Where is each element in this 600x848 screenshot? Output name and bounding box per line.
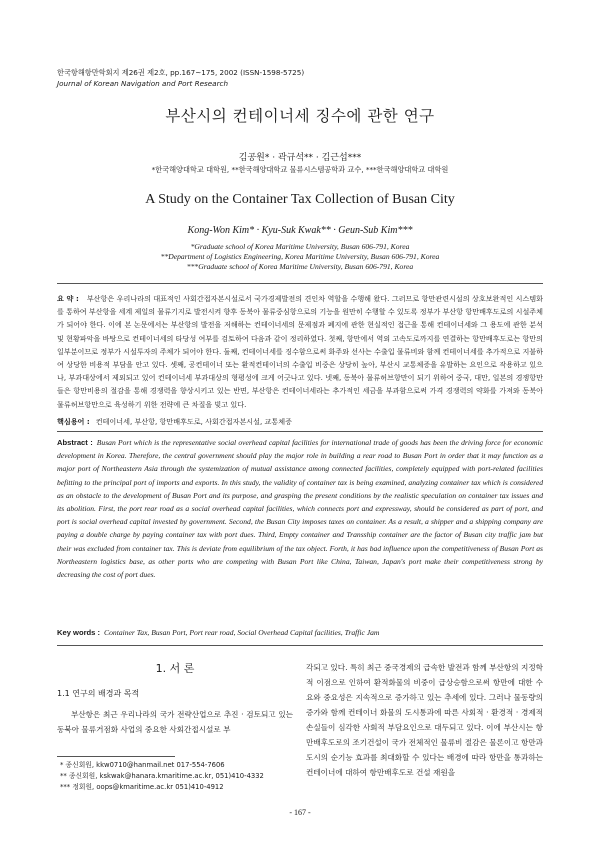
abstract-english — [57, 436, 543, 581]
footnote-line: *** 정회원, oops@kmaritime.ac.kr 051)410-4912 — [60, 783, 224, 791]
keywords-korean — [57, 417, 543, 427]
affiliation-line: ***Graduate school of Korea Maritime University, Busan 606-791, Korea — [186, 262, 414, 271]
journal-name-en: Journal of Korean Navigation and Port Research — [57, 78, 229, 88]
paper-title-korean: 부산시의 컨테이너세 징수에 관한 연구 — [165, 107, 435, 125]
authors-korean: 김공원* · 곽규석** · 김근섭*** — [238, 153, 362, 163]
divider-bottom — [57, 645, 543, 646]
footnotes — [60, 760, 264, 793]
journal-citation: 한국항해항만학회지 제26권 제2호, pp.167~175, 2002 (ISSN-1598-5725) — [57, 68, 305, 77]
page-number: - 167 - — [289, 808, 311, 817]
authors-english: Kong-Won Kim* · Kyu-Suk Kwak** · Geun-Sub Kim*** — [187, 225, 413, 236]
footnote-line: * 종신회원, kkw0710@hanmail.net 017-554-7606 — [60, 761, 225, 769]
keywords-english — [57, 628, 543, 637]
abstract-english-text: Busan Port which is the representative social overhead capital facilities for international trade of goods has been the driving force for economic development in Korea. Therefore, the central government should play the major role in building a rear road to Busan Port in order that it may function as a major port of Northeastern Asia through the systemization of mutual assistance among connected facilities, completely equipped with port-related facilities befitting to the principal port of imports and exports. In this study, the validity of container tax is being examined, analyzing container tax which is considered as an obstacle to the development of Busan Port and its purpose, and grasping the present conditions by the realistic speculation on container tax issues and its abolition. First, the port rear road as a social overhead capital facilities, which connects port and expressway, should be considered as part of port, and port is social overhead capital invested by government. Second, the Busan City imposes taxes on container. As a result, a shipper and a shipping company are paying a double charge by paying container tax with port dues. Third, Empty container and Transship container are the factor of Busan city traffic jam but their was excluded from container tax. This is deviate from equilibrium of the tax object. Forth, it has bad influence upon the competitiveness of Busan Port as Northeastern logistics base, as other ports who are competing with Busan Port like China, Taiwan, Japan's port make their competitiveness strong by decreasing the cost of port dues. — [57, 438, 543, 580]
body-text-left-column: 부산항은 최근 우리나라의 국가 전략산업으로 추진 · 검토되고 있는 동북아 물류거점화 사업의 중요한 사회간접시설로 부 — [57, 710, 293, 734]
paper-title-english: A Study on the Container Tax Collection of Busan City — [145, 192, 455, 207]
keywords-english-text: Container Tax, Busan Port, Port rear road, Social Overhead Capital facilities, Traffic Jam — [104, 628, 380, 637]
journal-header — [57, 68, 304, 89]
affiliation-line: *Graduate school of Korea Maritime University, Busan 606-791, Korea — [190, 242, 410, 251]
keywords-korean-text: 컨테이너세, 부산항, 항만배후도로, 사회간접자본시설, 교통체증 — [95, 417, 292, 426]
abstract-korean-text: 부산항은 우리나라의 대표적인 사회간접자본시설로서 국가경제발전의 견인차 역할을 수행해 왔다. 그러므로 항만관련시설의 상호보완적인 시스템화를 통하여 부산항을 세계 제일의 물류기지로 발전시켜 향후 동북아 물류중심항으로의 기능을 원만히 수행할 수 있도록 정부가 부산항 항만배후도로의 시설주체가 되어야 한다. 이에 본 논문에서는 부산항의 발전을 저해하는 컨테이너세의 문제점과 폐지에 관한 현실적인 접근을 통해 컨테이너세와 그 용도에 관한 분석 및 현황파악을 바탕으로 컨테이너세의 타당성 여부를 검토하여 다음과 같이 정리하였다. 첫째, 항만에서 역외 고속도로까지를 연결하는 항만배후도로는 항만의 일부분이므로 정부가 시설투자의 주체가 되어야 한다. 둘째, 컨테이너세를 징수함으로써 화주와 선사는 수출입 물류비와 함께 컨테이너세를 추가적으로 지불하여 상당한 비용적 부담을 안고 있다. 셋째, 공컨테이너 또는 환적컨테이너의 수출입 비중은 상당히 높아, 부산시 교통체증을 유발하는 요인으로 작용하고 있으나, 부과대상에서 제외되고 있어 컨테이너세 부과대상의 형평성에 크게 어긋나고 있다. 넷째, 동북아 물류허브항만이 되기 위하여 중국, 대만, 일본의 경쟁항만들은 항만비용의 절감을 통해 경쟁력을 향상시키고 있는 반면, 부산항은 컨테이너세라는 추가적인 세금을 부과함으로써 가격 경쟁력의 약화를 가져와 동북아 물류허브항만으로 육성하기 위한 전략에 큰 차질을 빚고 있다. — [57, 294, 544, 409]
keywords-english-label: Key words : — [57, 628, 101, 637]
subsection-heading: 1.1 연구의 배경과 목적 — [57, 689, 140, 698]
footnote-divider — [57, 756, 175, 757]
abstract-korean-label: 요 약 : — [57, 294, 79, 303]
abstract-korean — [57, 292, 543, 411]
divider-top — [57, 283, 543, 284]
divider-middle — [57, 431, 543, 432]
affiliations-korean: *한국해양대학교 대학원, **한국해양대학교 물류시스템공학과 교수, ***한국해양대학교 대학원 — [151, 165, 449, 174]
affiliations-english — [0, 242, 600, 272]
section-heading: 1. 서 론 — [155, 662, 195, 675]
keywords-korean-label: 핵심용어 : — [57, 417, 90, 426]
affiliation-line: **Department of Logistics Engineering, Korea Maritime University, Busan 606-791, Korea — [160, 252, 440, 261]
body-text-right-column: 각되고 있다. 특히 최근 중국경제의 급속한 발전과 함께 부산항의 지정학적 이점으로 인하여 환적화물의 비중이 급상승함으로써 항만에 대한 수요와 중요성은 지속적으로 증가하고 있는 추세에 있다. 그러나 물동량의 증가와 함께 컨테이너 화물의 도시통과에 따른 사회적 · 환경적 · 경제적 손실들이 심각한 사회적 부담요인으로 대두되고 있다. 이에 부산시는 항만배후도로의 조기건설이 국가 전체적인 물류비 절감은 물론이고 항만과 도시의 순기능 효과를 최대화할 수 있다는 배경에 따라 항만을 통과하는 컨테이너에 대하여 항만배후도로 건설 재원을 — [306, 663, 543, 777]
footnote-line: ** 종신회원, kskwak@hanara.kmaritime.ac.kr, 051)410-4332 — [60, 772, 264, 780]
abstract-english-label: Abstract : — [57, 438, 93, 447]
